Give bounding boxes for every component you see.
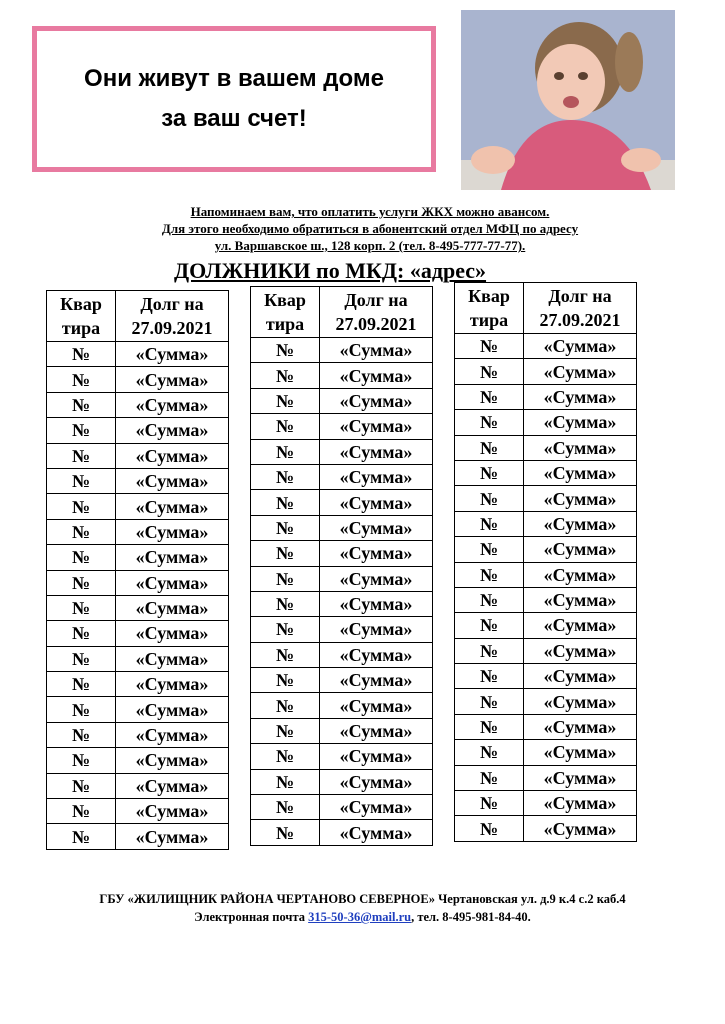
table-row bbox=[251, 591, 433, 616]
apartment-number: № bbox=[251, 490, 320, 515]
table-row bbox=[47, 545, 229, 570]
header-debt: Долг на 27.09.2021 bbox=[116, 291, 229, 342]
apartment-number: № bbox=[47, 545, 116, 570]
table-row bbox=[251, 642, 433, 667]
apartment-number: № bbox=[251, 515, 320, 540]
table-row bbox=[455, 384, 637, 409]
footer-contacts bbox=[40, 908, 685, 926]
debt-amount: «Сумма» bbox=[524, 537, 637, 562]
debt-amount: «Сумма» bbox=[116, 773, 229, 798]
debt-amount: «Сумма» bbox=[320, 439, 433, 464]
table-row bbox=[251, 464, 433, 489]
table-row bbox=[251, 820, 433, 845]
apartment-number: № bbox=[455, 359, 524, 384]
apartment-number: № bbox=[47, 418, 116, 443]
footer bbox=[40, 890, 685, 926]
table-row bbox=[455, 511, 637, 536]
apartment-number: № bbox=[47, 799, 116, 824]
notice-line-1: Напоминаем вам, что оплатить услуги ЖКХ можно авансом. bbox=[190, 204, 550, 219]
debt-amount: «Сумма» bbox=[524, 359, 637, 384]
table-row bbox=[47, 773, 229, 798]
debt-amount: «Сумма» bbox=[320, 490, 433, 515]
apartment-number: № bbox=[455, 613, 524, 638]
debt-amount: «Сумма» bbox=[116, 519, 229, 544]
apartment-number: № bbox=[47, 773, 116, 798]
table-row bbox=[455, 791, 637, 816]
debt-amount: «Сумма» bbox=[320, 820, 433, 845]
table-row bbox=[455, 587, 637, 612]
apartment-number: № bbox=[455, 587, 524, 612]
apartment-number: № bbox=[47, 595, 116, 620]
apartment-number: № bbox=[251, 820, 320, 845]
apartment-number: № bbox=[47, 494, 116, 519]
debt-amount: «Сумма» bbox=[320, 642, 433, 667]
table-row bbox=[455, 689, 637, 714]
debt-amount: «Сумма» bbox=[524, 486, 637, 511]
table-row bbox=[47, 646, 229, 671]
debtors-title: ДОЛЖНИКИ по МКД: «адрес» bbox=[173, 258, 487, 283]
table-row bbox=[47, 595, 229, 620]
apartment-number: № bbox=[455, 486, 524, 511]
debt-amount: «Сумма» bbox=[524, 334, 637, 359]
table-row bbox=[251, 668, 433, 693]
debt-amount: «Сумма» bbox=[116, 799, 229, 824]
apartment-number: № bbox=[251, 338, 320, 363]
apartment-number: № bbox=[455, 460, 524, 485]
table-row bbox=[251, 388, 433, 413]
notice-line-3: ул. Варшавское ш., 128 корп. 2 (тел. 8-495-777-77-77). bbox=[214, 238, 526, 253]
debt-amount: «Сумма» bbox=[320, 617, 433, 642]
footer-email-label: Электронная почта bbox=[194, 910, 306, 924]
table-row bbox=[251, 338, 433, 363]
debt-amount: «Сумма» bbox=[116, 443, 229, 468]
payment-notice bbox=[80, 203, 660, 254]
debt-amount: «Сумма» bbox=[320, 515, 433, 540]
table-row bbox=[455, 816, 637, 841]
table-row bbox=[251, 490, 433, 515]
apartment-number: № bbox=[455, 791, 524, 816]
table-row bbox=[455, 638, 637, 663]
apartment-number: № bbox=[251, 464, 320, 489]
table-header-row bbox=[455, 283, 637, 334]
apartment-number: № bbox=[251, 693, 320, 718]
table-row bbox=[47, 468, 229, 493]
apartment-number: № bbox=[455, 384, 524, 409]
apartment-number: № bbox=[455, 689, 524, 714]
debt-amount: «Сумма» bbox=[116, 722, 229, 747]
apartment-number: № bbox=[47, 697, 116, 722]
notice-line-2: Для этого необходимо обратиться в абонентский отдел МФЦ по адресу bbox=[161, 221, 579, 236]
apartment-number: № bbox=[455, 765, 524, 790]
footer-org: ГБУ «ЖИЛИЩНИК РАЙОНА ЧЕРТАНОВО СЕВЕРНОЕ» Чертановская ул. д.9 к.4 с.2 каб.4 bbox=[99, 892, 626, 906]
footer-email-link[interactable]: 315-50-36@mail.ru bbox=[308, 910, 412, 924]
debt-amount: «Сумма» bbox=[116, 392, 229, 417]
debtors-table-3 bbox=[454, 282, 637, 842]
apartment-number: № bbox=[455, 638, 524, 663]
table-row bbox=[455, 664, 637, 689]
debt-amount: «Сумма» bbox=[320, 566, 433, 591]
apartment-number: № bbox=[47, 621, 116, 646]
debt-amount: «Сумма» bbox=[524, 384, 637, 409]
table-row bbox=[455, 435, 637, 460]
debt-amount: «Сумма» bbox=[116, 367, 229, 392]
apartment-number: № bbox=[47, 646, 116, 671]
table-row bbox=[251, 617, 433, 642]
debt-amount: «Сумма» bbox=[524, 664, 637, 689]
debt-amount: «Сумма» bbox=[320, 388, 433, 413]
table-row bbox=[47, 392, 229, 417]
apartment-number: № bbox=[455, 714, 524, 739]
debt-amount: «Сумма» bbox=[320, 744, 433, 769]
debt-amount: «Сумма» bbox=[116, 697, 229, 722]
debt-amount: «Сумма» bbox=[320, 795, 433, 820]
apartment-number: № bbox=[251, 363, 320, 388]
apartment-number: № bbox=[455, 664, 524, 689]
debt-amount: «Сумма» bbox=[524, 689, 637, 714]
table-header-row bbox=[251, 287, 433, 338]
debtors-table-2 bbox=[250, 286, 433, 846]
table-row bbox=[455, 359, 637, 384]
table-row bbox=[455, 410, 637, 435]
table-row bbox=[47, 799, 229, 824]
debt-amount: «Сумма» bbox=[524, 714, 637, 739]
apartment-number: № bbox=[251, 617, 320, 642]
table-row bbox=[47, 722, 229, 747]
table-row bbox=[455, 537, 637, 562]
table-row bbox=[455, 740, 637, 765]
debt-amount: «Сумма» bbox=[116, 418, 229, 443]
table-row bbox=[47, 748, 229, 773]
apartment-number: № bbox=[251, 541, 320, 566]
table-row bbox=[251, 363, 433, 388]
table-row bbox=[47, 367, 229, 392]
apartment-number: № bbox=[251, 769, 320, 794]
debt-amount: «Сумма» bbox=[116, 342, 229, 367]
debt-amount: «Сумма» bbox=[116, 468, 229, 493]
table-row bbox=[455, 613, 637, 638]
header-debt: Долг на 27.09.2021 bbox=[320, 287, 433, 338]
apartment-number: № bbox=[47, 722, 116, 747]
apartment-number: № bbox=[455, 334, 524, 359]
apartment-number: № bbox=[47, 672, 116, 697]
table-row bbox=[47, 697, 229, 722]
debt-amount: «Сумма» bbox=[320, 769, 433, 794]
debt-amount: «Сумма» bbox=[524, 638, 637, 663]
header-apartment: Квар тира bbox=[47, 291, 116, 342]
debt-amount: «Сумма» bbox=[320, 668, 433, 693]
header-apartment: Квар тира bbox=[455, 283, 524, 334]
debt-amount: «Сумма» bbox=[116, 545, 229, 570]
apartment-number: № bbox=[455, 740, 524, 765]
apartment-number: № bbox=[251, 591, 320, 616]
debt-amount: «Сумма» bbox=[524, 765, 637, 790]
table-row bbox=[251, 744, 433, 769]
debt-amount: «Сумма» bbox=[524, 587, 637, 612]
header-debt: Долг на 27.09.2021 bbox=[524, 283, 637, 334]
debt-amount: «Сумма» bbox=[524, 562, 637, 587]
debt-amount: «Сумма» bbox=[116, 672, 229, 697]
table-row bbox=[251, 566, 433, 591]
table-row bbox=[47, 443, 229, 468]
apartment-number: № bbox=[47, 519, 116, 544]
debt-amount: «Сумма» bbox=[116, 748, 229, 773]
debt-amount: «Сумма» bbox=[320, 464, 433, 489]
girl-illustration bbox=[461, 10, 675, 190]
debt-amount: «Сумма» bbox=[524, 613, 637, 638]
apartment-number: № bbox=[455, 410, 524, 435]
headline-banner bbox=[32, 26, 436, 172]
table-row bbox=[251, 414, 433, 439]
debt-amount: «Сумма» bbox=[524, 410, 637, 435]
table-header-row bbox=[47, 291, 229, 342]
table-row bbox=[47, 824, 229, 849]
debt-amount: «Сумма» bbox=[320, 338, 433, 363]
debt-amount: «Сумма» bbox=[524, 460, 637, 485]
apartment-number: № bbox=[251, 795, 320, 820]
debt-amount: «Сумма» bbox=[116, 570, 229, 595]
debt-amount: «Сумма» bbox=[320, 414, 433, 439]
table-row bbox=[455, 334, 637, 359]
table-row bbox=[47, 519, 229, 544]
apartment-number: № bbox=[47, 443, 116, 468]
girl-photo bbox=[461, 10, 675, 190]
apartment-number: № bbox=[47, 748, 116, 773]
apartment-number: № bbox=[47, 468, 116, 493]
debt-amount: «Сумма» bbox=[320, 541, 433, 566]
apartment-number: № bbox=[251, 718, 320, 743]
table-row bbox=[251, 439, 433, 464]
debt-amount: «Сумма» bbox=[116, 824, 229, 849]
table-row bbox=[47, 621, 229, 646]
debt-amount: «Сумма» bbox=[524, 740, 637, 765]
headline-line-2: за ваш счет! bbox=[161, 105, 307, 132]
table-row bbox=[251, 769, 433, 794]
apartment-number: № bbox=[251, 414, 320, 439]
table-row bbox=[47, 494, 229, 519]
debt-amount: «Сумма» bbox=[524, 816, 637, 841]
headline-line-1: Они живут в вашем доме bbox=[84, 65, 384, 92]
apartment-number: № bbox=[47, 570, 116, 595]
table-row bbox=[251, 541, 433, 566]
table-row bbox=[251, 795, 433, 820]
table-row bbox=[455, 460, 637, 485]
debt-amount: «Сумма» bbox=[524, 435, 637, 460]
debt-amount: «Сумма» bbox=[116, 595, 229, 620]
table-row bbox=[251, 718, 433, 743]
table-row bbox=[251, 693, 433, 718]
debt-amount: «Сумма» bbox=[116, 646, 229, 671]
table-row bbox=[455, 714, 637, 739]
apartment-number: № bbox=[251, 566, 320, 591]
apartment-number: № bbox=[47, 367, 116, 392]
debt-amount: «Сумма» bbox=[320, 718, 433, 743]
table-row bbox=[455, 765, 637, 790]
apartment-number: № bbox=[47, 342, 116, 367]
apartment-number: № bbox=[47, 824, 116, 849]
apartment-number: № bbox=[47, 392, 116, 417]
apartment-number: № bbox=[251, 668, 320, 693]
apartment-number: № bbox=[251, 744, 320, 769]
table-row bbox=[455, 486, 637, 511]
debt-amount: «Сумма» bbox=[524, 791, 637, 816]
debt-amount: «Сумма» bbox=[320, 693, 433, 718]
apartment-number: № bbox=[455, 511, 524, 536]
footer-phone: , тел. 8-495-981-84-40. bbox=[411, 910, 531, 924]
apartment-number: № bbox=[455, 435, 524, 460]
apartment-number: № bbox=[251, 388, 320, 413]
debt-amount: «Сумма» bbox=[524, 511, 637, 536]
table-row bbox=[47, 418, 229, 443]
table-row bbox=[47, 672, 229, 697]
debt-amount: «Сумма» bbox=[320, 591, 433, 616]
table-row bbox=[47, 342, 229, 367]
apartment-number: № bbox=[455, 537, 524, 562]
debt-amount: «Сумма» bbox=[116, 494, 229, 519]
apartment-number: № bbox=[251, 439, 320, 464]
apartment-number: № bbox=[455, 816, 524, 841]
debtors-table-1 bbox=[46, 290, 229, 850]
apartment-number: № bbox=[251, 642, 320, 667]
table-row bbox=[455, 562, 637, 587]
debt-amount: «Сумма» bbox=[320, 363, 433, 388]
table-row bbox=[47, 570, 229, 595]
apartment-number: № bbox=[455, 562, 524, 587]
debt-amount: «Сумма» bbox=[116, 621, 229, 646]
table-row bbox=[251, 515, 433, 540]
header-apartment: Квар тира bbox=[251, 287, 320, 338]
